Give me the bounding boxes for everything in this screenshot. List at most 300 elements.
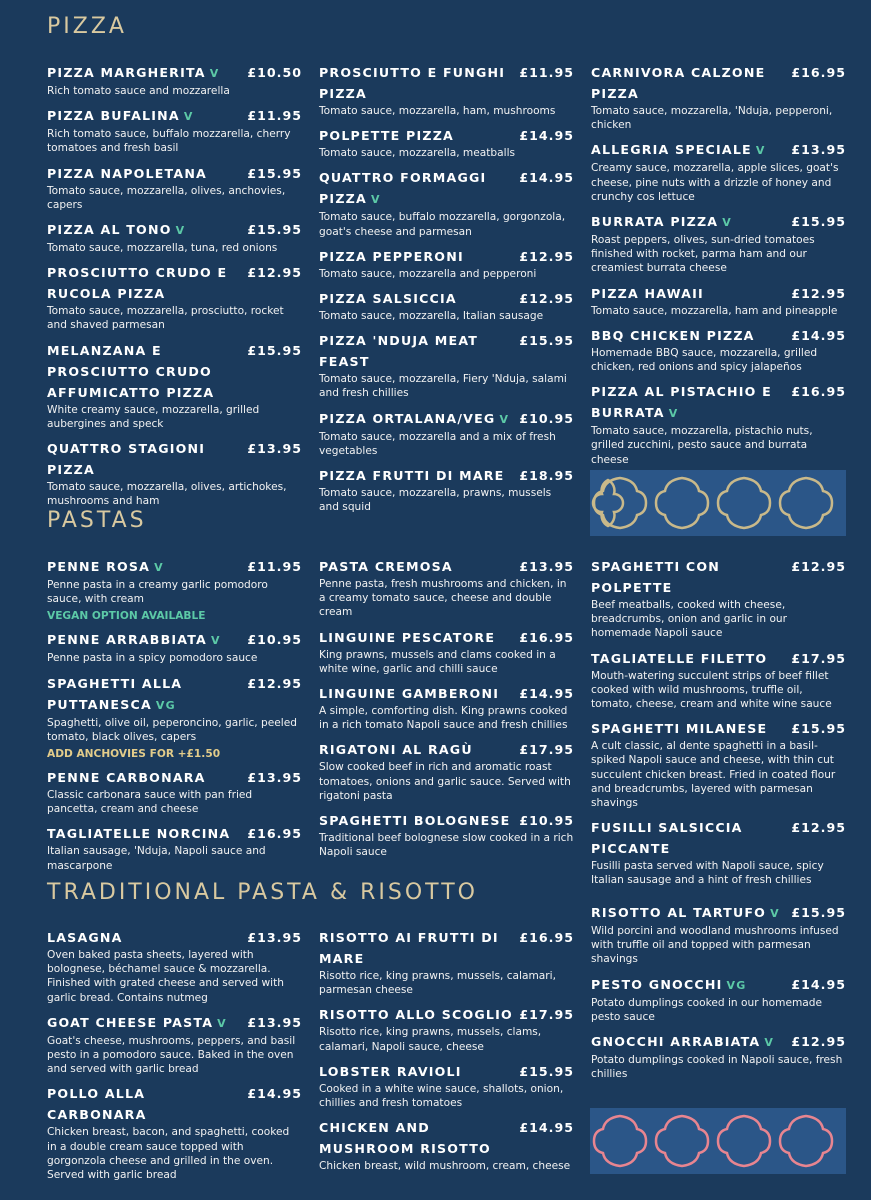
menu-item bbox=[591, 817, 846, 887]
menu-item bbox=[591, 211, 846, 276]
menu-item-title: PIZZA PEPPERONI bbox=[319, 248, 464, 264]
traditional-column-3 bbox=[591, 902, 846, 1088]
menu-item-name bbox=[319, 246, 464, 267]
menu-item-name bbox=[47, 927, 123, 948]
menu-item-title: CHICKEN AND MUSHROOM RISOTTO bbox=[319, 1120, 491, 1157]
menu-item-price: £12.95 bbox=[791, 559, 846, 574]
menu-item-title: FUSILLI SALSICCIA PICCANTE bbox=[591, 820, 743, 857]
menu-item-name bbox=[591, 381, 786, 424]
menu-item-price: £15.95 bbox=[791, 721, 846, 737]
menu-item-price: £10.95 bbox=[247, 632, 302, 648]
pizza-column-3 bbox=[591, 62, 846, 474]
pizza-column-1 bbox=[47, 62, 302, 515]
menu-item-description: Chicken breast, bacon, and spaghetti, cooked in a double cream sauce topped with gorgonzola cheese and grilled in the oven. Served with garlic bread bbox=[47, 1126, 290, 1182]
menu-item-price: £10.95 bbox=[519, 410, 574, 426]
menu-item-header bbox=[319, 1061, 574, 1082]
menu-item-price: £12.95 bbox=[247, 675, 302, 691]
dietary-tag: V bbox=[722, 216, 732, 230]
pastas-column-1 bbox=[47, 556, 302, 880]
menu-item-price: £16.95 bbox=[519, 930, 574, 945]
dietary-tag: V bbox=[175, 224, 186, 238]
menu-item bbox=[591, 283, 846, 318]
menu-item-name bbox=[319, 739, 473, 760]
menu-item-header bbox=[47, 219, 302, 241]
menu-item-title: LASAGNA bbox=[47, 930, 123, 945]
menu-item-description: White creamy sauce, mozzarella, grilled aubergines and speck bbox=[47, 403, 260, 430]
menu-item-name bbox=[591, 325, 755, 346]
menu-item bbox=[47, 163, 302, 212]
menu-item bbox=[591, 718, 846, 810]
menu-item-price: £16.95 bbox=[791, 65, 846, 80]
menu-item-description: Penne pasta, fresh mushrooms and chicken, in a creamy tomato sauce, cheese and double cream bbox=[319, 578, 567, 619]
menu-item-header bbox=[591, 211, 846, 233]
menu-item-description: Tomato sauce, mozzarella and pepperoni bbox=[319, 267, 537, 280]
menu-item-price: £17.95 bbox=[519, 1007, 574, 1023]
menu-item-name bbox=[319, 1004, 513, 1025]
menu-item-header bbox=[47, 927, 302, 948]
menu-item-header bbox=[47, 1083, 302, 1125]
menu-item-header bbox=[591, 381, 846, 424]
menu-item-name bbox=[47, 1012, 227, 1034]
menu-item bbox=[591, 62, 846, 132]
menu-item-price: £14.95 bbox=[519, 686, 574, 702]
menu-item-header bbox=[47, 629, 302, 651]
menu-item-price: £15.95 bbox=[519, 333, 574, 349]
menu-item-title: QUATTRO FORMAGGI PIZZA bbox=[319, 170, 487, 207]
menu-item-description: Oven baked pasta sheets, layered with bolognese, béchamel sauce & mozzarella. Finished with grated cheese and served with garlic bread. Contains nutmeg bbox=[47, 949, 284, 1004]
decorative-tile-pattern-bottom bbox=[590, 1108, 846, 1174]
menu-item bbox=[591, 902, 846, 967]
menu-item bbox=[47, 823, 302, 872]
dietary-tag: V bbox=[154, 561, 164, 574]
menu-item-header bbox=[319, 683, 574, 704]
menu-item bbox=[319, 465, 574, 514]
menu-item-name bbox=[319, 167, 514, 210]
menu-item-header bbox=[47, 340, 302, 403]
menu-item bbox=[319, 246, 574, 281]
menu-item-header bbox=[47, 105, 302, 127]
menu-item-title: ALLEGRIA SPECIALE bbox=[591, 142, 752, 158]
menu-item-price: £14.95 bbox=[247, 1086, 302, 1102]
menu-item-title: BBQ CHICKEN PIZZA bbox=[591, 327, 755, 343]
menu-item bbox=[591, 556, 846, 641]
menu-item-description: Italian sausage, 'Nduja, Napoli sauce and mascarpone bbox=[47, 845, 266, 872]
menu-item-title: POLPETTE PIZZA bbox=[319, 128, 454, 144]
menu-item-name bbox=[319, 1117, 514, 1159]
menu-item-name bbox=[319, 125, 454, 146]
menu-item-name bbox=[319, 810, 510, 831]
menu-item-description: Wild porcini and woodland mushrooms infused with truffle oil and topped with parmesan shavings bbox=[591, 925, 839, 966]
menu-item-title: TAGLIATELLE FILETTO bbox=[591, 650, 768, 666]
menu-item-title: TAGLIATELLE NORCINA bbox=[47, 826, 231, 842]
menu-item bbox=[319, 1004, 574, 1053]
dietary-tag: VG bbox=[155, 698, 176, 712]
menu-item-description: Tomato sauce, mozzarella, prawns, mussels and squid bbox=[319, 487, 552, 514]
dietary-tag: VG bbox=[726, 978, 747, 992]
menu-item-title: RIGATONI AL RAGÙ bbox=[319, 742, 473, 758]
menu-item bbox=[47, 262, 302, 332]
menu-item-header bbox=[319, 810, 574, 831]
menu-item-name bbox=[591, 62, 786, 104]
menu-item bbox=[319, 288, 574, 323]
menu-item-header bbox=[319, 739, 574, 760]
menu-item-description: Cooked in a white wine sauce, shallots, onion, chillies and fresh tomatoes bbox=[319, 1082, 564, 1110]
menu-item-header bbox=[319, 1117, 574, 1159]
menu-item-name bbox=[591, 211, 732, 233]
menu-item-name bbox=[47, 767, 206, 788]
menu-item-title: LINGUINE GAMBERONI bbox=[319, 686, 500, 702]
menu-item-name bbox=[591, 283, 704, 304]
menu-item-description: Classic carbonara sauce with pan fried pancetta, cream and cheese bbox=[47, 789, 253, 816]
menu-item-name bbox=[319, 1061, 462, 1082]
menu-item-description: Mouth-watering succulent strips of beef fillet cooked with wild mushrooms, truffle oil, tomato, cheese, cream and white wine sauce bbox=[591, 669, 832, 711]
menu-item-title: GNOCCHI ARRABIATA bbox=[591, 1034, 761, 1050]
menu-item-name bbox=[319, 465, 504, 486]
menu-item-price: £15.95 bbox=[791, 905, 846, 920]
menu-item bbox=[47, 629, 302, 665]
menu-item-description: Goat's cheese, mushrooms, peppers, and basil pesto in a pomodoro sauce. Baked in the oven and served with garlic bread bbox=[47, 1034, 296, 1076]
menu-item-note: ADD ANCHOVIES FOR +£1.50 bbox=[47, 748, 221, 761]
menu-item-name bbox=[319, 62, 514, 104]
menu-item-description: Tomato sauce, buffalo mozzarella, gorgonzola, goat's cheese and parmesan bbox=[319, 211, 566, 238]
menu-item-title: QUATTRO STAGIONI PIZZA bbox=[47, 441, 206, 478]
menu-item-price: £14.95 bbox=[791, 976, 846, 992]
menu-item-header bbox=[319, 246, 574, 267]
menu-item-header bbox=[47, 163, 302, 184]
menu-item-title: PIZZA NAPOLETANA bbox=[47, 165, 208, 181]
menu-item-name bbox=[47, 62, 219, 84]
menu-item bbox=[47, 62, 302, 98]
menu-item bbox=[47, 556, 302, 622]
menu-item-title: RISOTTO AL TARTUFO bbox=[591, 905, 767, 920]
menu-item-name bbox=[47, 556, 164, 578]
menu-item-description: Traditional beef bolognese slow cooked in a rich Napoli sauce bbox=[319, 832, 574, 859]
menu-item bbox=[591, 974, 846, 1024]
menu-item-title: PIZZA HAWAII bbox=[591, 285, 704, 301]
menu-item-title: RISOTTO ALLO SCOGLIO bbox=[319, 1007, 513, 1023]
menu-item-description: Chicken breast, wild mushroom, cream, cheese bbox=[319, 1160, 571, 1173]
section-title-pizza: PIZZA bbox=[47, 14, 127, 39]
menu-item bbox=[319, 556, 574, 620]
menu-item-price: £10.95 bbox=[519, 813, 574, 829]
menu-item-description: Tomato sauce, mozzarella, tuna, red onions bbox=[47, 242, 278, 255]
menu-item bbox=[319, 1061, 574, 1110]
menu-item-price: £12.95 bbox=[791, 285, 846, 301]
menu-item-title: RISOTTO AI FRUTTI DI MARE bbox=[319, 930, 499, 966]
menu-item-header bbox=[591, 325, 846, 346]
menu-item-description: Homemade BBQ sauce, mozzarella, grilled chicken, red onions and spicy jalapeños bbox=[591, 346, 818, 374]
dietary-tag: V bbox=[668, 407, 679, 421]
menu-item-price: £10.50 bbox=[247, 65, 302, 80]
menu-item-title: GOAT CHEESE PASTA bbox=[47, 1014, 214, 1030]
menu-item-name bbox=[47, 219, 185, 241]
menu-item-title: PIZZA SALSICCIA bbox=[319, 291, 457, 307]
menu-item bbox=[47, 219, 302, 255]
menu-item-header bbox=[319, 330, 574, 372]
menu-item bbox=[319, 1117, 574, 1173]
menu-item-price: £12.95 bbox=[791, 1034, 846, 1050]
menu-item-price: £12.95 bbox=[519, 291, 574, 307]
menu-item-price: £16.95 bbox=[519, 629, 574, 645]
menu-item-name bbox=[47, 438, 242, 480]
menu-item bbox=[591, 381, 846, 467]
menu-item-header bbox=[319, 1004, 574, 1025]
menu-item bbox=[319, 683, 574, 732]
menu-item-description: Tomato sauce, mozzarella and a mix of fresh vegetables bbox=[319, 430, 556, 457]
dietary-tag: V bbox=[217, 1016, 227, 1030]
menu-item-title: SPAGHETTI ALLA PUTTANESCA bbox=[47, 675, 183, 712]
menu-item-title: BURRATA PIZZA bbox=[591, 214, 719, 230]
menu-item-name bbox=[591, 1031, 774, 1053]
menu-item-price: £13.95 bbox=[791, 142, 846, 158]
menu-item-name bbox=[319, 627, 495, 648]
pastas-column-3 bbox=[591, 556, 846, 895]
menu-item-description: A simple, comforting dish. King prawns cooked in a rich tomato Napoli sauce and fresh chillies bbox=[319, 705, 568, 732]
menu-item-price: £17.95 bbox=[519, 742, 574, 758]
menu-item-title: PESTO GNOCCHI bbox=[591, 976, 723, 992]
menu-item-note: VEGAN OPTION AVAILABLE bbox=[47, 610, 206, 623]
menu-item-description: Spaghetti, olive oil, peperoncino, garlic, peeled tomato, black olives, capers bbox=[47, 716, 297, 743]
menu-item-description: Penne pasta in a spicy pomodoro sauce bbox=[47, 652, 258, 665]
menu-item bbox=[319, 62, 574, 118]
menu-item-price: £11.95 bbox=[519, 65, 574, 80]
menu-item-name bbox=[591, 718, 767, 739]
menu-item bbox=[591, 648, 846, 712]
menu-item-title: PIZZA ORTALANA/VEG bbox=[319, 410, 496, 426]
pastas-column-2 bbox=[319, 556, 574, 866]
dietary-tag: V bbox=[755, 144, 766, 158]
menu-item-description: Risotto rice, king prawns, mussels, calamari, parmesan cheese bbox=[319, 970, 556, 997]
menu-item bbox=[47, 340, 302, 431]
menu-item-description: Tomato sauce, mozzarella, ham, mushrooms bbox=[319, 105, 556, 117]
menu-item-header bbox=[47, 438, 302, 480]
menu-item bbox=[319, 927, 574, 997]
menu-item-name bbox=[591, 648, 767, 669]
menu-item-price: £14.95 bbox=[519, 1120, 574, 1136]
menu-item-description: Fusilli pasta served with Napoli sauce, spicy Italian sausage and a hint of fresh chillies bbox=[591, 860, 824, 887]
menu-item-name bbox=[319, 556, 453, 577]
menu-item-header bbox=[591, 718, 846, 739]
dietary-tag: V bbox=[499, 412, 510, 426]
menu-item-description: Tomato sauce, mozzarella, Italian sausage bbox=[319, 310, 544, 323]
menu-item-header bbox=[47, 262, 302, 304]
menu-item-title: PENNE ROSA bbox=[47, 559, 151, 574]
menu-item-price: £13.95 bbox=[519, 559, 574, 574]
traditional-column-2 bbox=[319, 927, 574, 1180]
menu-item bbox=[47, 1083, 302, 1182]
menu-item-header bbox=[591, 139, 846, 161]
menu-item bbox=[319, 330, 574, 400]
pizza-column-2 bbox=[319, 62, 574, 521]
menu-item-name bbox=[319, 330, 514, 372]
menu-item-title: PASTA CREMOSA bbox=[319, 559, 453, 574]
menu-item-header bbox=[47, 767, 302, 788]
menu-item-name bbox=[319, 288, 457, 309]
menu-item bbox=[47, 438, 302, 508]
menu-item-price: £13.95 bbox=[247, 930, 302, 945]
menu-item-description: Potato dumplings cooked in our homemade pesto sauce bbox=[591, 996, 823, 1023]
dietary-tag: V bbox=[183, 110, 194, 124]
menu-item-description: Penne pasta in a creamy garlic pomodoro sauce, with cream bbox=[47, 579, 268, 606]
menu-item-header bbox=[319, 125, 574, 146]
quatrefoil-pattern-icon bbox=[590, 1108, 846, 1174]
menu-item bbox=[47, 927, 302, 1005]
menu-item-header bbox=[319, 167, 574, 210]
menu-item-header bbox=[319, 408, 574, 430]
menu-item-name bbox=[319, 927, 514, 969]
dietary-tag: V bbox=[770, 907, 780, 920]
menu-item-title: POLLO ALLA CARBONARA bbox=[47, 1086, 147, 1123]
menu-item bbox=[319, 810, 574, 859]
dietary-tag: V bbox=[209, 67, 220, 80]
menu-item-header bbox=[319, 288, 574, 309]
menu-item bbox=[591, 325, 846, 374]
menu-item-header bbox=[319, 62, 574, 104]
menu-item-name bbox=[47, 163, 207, 184]
menu-item-header bbox=[591, 902, 846, 924]
dietary-tag: V bbox=[211, 634, 221, 648]
menu-item-description: Rich tomato sauce, buffalo mozzarella, cherry tomatoes and fresh basil bbox=[47, 128, 291, 155]
menu-item-header bbox=[319, 465, 574, 486]
menu-item bbox=[319, 627, 574, 676]
menu-item bbox=[319, 125, 574, 160]
menu-item-header bbox=[47, 1012, 302, 1034]
menu-item-price: £15.95 bbox=[791, 214, 846, 230]
menu-item-price: £15.95 bbox=[247, 342, 302, 358]
menu-item-header bbox=[319, 627, 574, 648]
menu-item-title: PROSCIUTTO CRUDO E RUCOLA PIZZA bbox=[47, 265, 228, 302]
menu-item-description: Slow cooked beef in rich and aromatic roast tomatoes, onions and garlic sauce. Served with rigatoni pasta bbox=[319, 761, 571, 802]
menu-item-price: £14.95 bbox=[519, 170, 574, 186]
menu-item-title: MELANZANA E PROSCIUTTO CRUDO AFFUMICATTO PIZZA bbox=[47, 342, 215, 400]
menu-item-description: Rich tomato sauce and mozzarella bbox=[47, 85, 230, 97]
menu-item bbox=[47, 673, 302, 760]
menu-item-title: SPAGHETTI BOLOGNESE bbox=[319, 813, 511, 829]
section-title-pastas: PASTAS bbox=[47, 508, 147, 533]
menu-item-name bbox=[47, 823, 230, 844]
menu-item-name bbox=[319, 683, 499, 704]
menu-item-description: Tomato sauce, mozzarella, 'Nduja, pepperoni, chicken bbox=[591, 105, 833, 132]
menu-item-header bbox=[591, 817, 846, 859]
menu-item-header bbox=[591, 1031, 846, 1053]
menu-item-name bbox=[47, 629, 221, 651]
menu-item-name bbox=[47, 673, 242, 716]
menu-item-header bbox=[591, 648, 846, 669]
menu-item-header bbox=[591, 974, 846, 996]
menu-item-price: £15.95 bbox=[247, 165, 302, 181]
menu-item-name bbox=[591, 974, 746, 996]
menu-item-title: PIZZA BUFALINA bbox=[47, 108, 180, 124]
section-title-traditional: TRADITIONAL PASTA & RISOTTO bbox=[47, 880, 478, 905]
menu-item bbox=[319, 167, 574, 238]
menu-item-description: Roast peppers, olives, sun-dried tomatoes finished with rocket, parma ham and our creamiest burrata cheese bbox=[591, 234, 815, 275]
menu-item-price: £11.95 bbox=[247, 108, 302, 124]
menu-item-name bbox=[47, 1083, 242, 1125]
menu-item-title: PIZZA AL PISTACHIO E BURRATA bbox=[591, 384, 772, 421]
menu-item-title: LOBSTER RAVIOLI bbox=[319, 1063, 462, 1079]
menu-item-title: PIZZA AL TONO bbox=[47, 222, 172, 238]
menu-item-price: £15.95 bbox=[247, 222, 302, 238]
menu-item-name bbox=[591, 817, 786, 859]
menu-item-name bbox=[47, 105, 194, 127]
menu-item bbox=[47, 767, 302, 816]
menu-item-description: Beef meatballs, cooked with cheese, breadcrumbs, onion and garlic in our homemade Napoli sauce bbox=[591, 599, 787, 640]
menu-item-price: £18.95 bbox=[519, 468, 574, 484]
menu-item-title: SPAGHETTI CON POLPETTE bbox=[591, 559, 720, 595]
quatrefoil-pattern-icon bbox=[590, 470, 846, 536]
menu-item-header bbox=[47, 823, 302, 844]
menu-item bbox=[47, 1012, 302, 1077]
menu-item-price: £14.95 bbox=[791, 327, 846, 343]
menu-item-price: £16.95 bbox=[791, 384, 846, 400]
menu-item-title: PENNE CARBONARA bbox=[47, 770, 206, 786]
menu-item-description: Tomato sauce, mozzarella, olives, artichokes, mushrooms and ham bbox=[47, 481, 287, 508]
menu-item-title: SPAGHETTI MILANESE bbox=[591, 721, 768, 737]
menu-item-title: PIZZA MARGHERITA bbox=[47, 65, 206, 80]
menu-item-description: Tomato sauce, mozzarella, pistachio nuts, grilled zucchini, pesto sauce and burrata cheese bbox=[591, 425, 813, 466]
menu-item-price: £17.95 bbox=[791, 650, 846, 666]
menu-item-name bbox=[591, 556, 786, 598]
menu-item-price: £13.95 bbox=[247, 1014, 302, 1030]
menu-item-price: £13.95 bbox=[247, 770, 302, 786]
menu-item-description: Tomato sauce, mozzarella, olives, anchovies, capers bbox=[47, 184, 286, 211]
menu-item-header bbox=[47, 556, 302, 578]
menu-item-price: £12.95 bbox=[247, 265, 302, 281]
menu-item-title: LINGUINE PESCATORE bbox=[319, 629, 496, 645]
menu-item-description: Tomato sauce, mozzarella, Fiery 'Nduja, salami and fresh chillies bbox=[319, 373, 567, 400]
menu-item-header bbox=[319, 556, 574, 577]
dietary-tag: V bbox=[764, 1036, 775, 1050]
menu-item bbox=[591, 139, 846, 204]
menu-item-description: Tomato sauce, mozzarella, meatballs bbox=[319, 147, 516, 160]
menu-item bbox=[319, 739, 574, 803]
menu-item-header bbox=[47, 673, 302, 716]
dietary-tag: V bbox=[370, 193, 381, 207]
traditional-column-1 bbox=[47, 927, 302, 1189]
menu-item-header bbox=[47, 62, 302, 84]
menu-item-header bbox=[591, 62, 846, 104]
menu-item bbox=[47, 105, 302, 155]
menu-item-price: £12.95 bbox=[791, 820, 846, 836]
menu-item-title: PIZZA 'NDUJA MEAT FEAST bbox=[319, 333, 479, 370]
menu-item-name bbox=[47, 340, 242, 403]
menu-item bbox=[319, 408, 574, 458]
menu-item-price: £14.95 bbox=[519, 128, 574, 144]
menu-item-title: CARNIVORA CALZONE PIZZA bbox=[591, 65, 766, 101]
menu-item-title: PIZZA FRUTTI DI MARE bbox=[319, 468, 505, 484]
menu-item-name bbox=[591, 139, 766, 161]
menu-item-header bbox=[319, 927, 574, 969]
menu-item-price: £11.95 bbox=[247, 559, 302, 574]
menu-item-description: Risotto rice, king prawns, mussels, clams, calamari, Napoli sauce, cheese bbox=[319, 1026, 542, 1053]
menu-item-price: £13.95 bbox=[247, 441, 302, 457]
decorative-tile-pattern-top bbox=[590, 470, 846, 536]
menu-item-header bbox=[591, 556, 846, 598]
menu-item-header bbox=[591, 283, 846, 304]
menu-item-name bbox=[47, 262, 242, 304]
menu-item-description: Tomato sauce, mozzarella, ham and pineapple bbox=[591, 304, 838, 317]
menu-item-title: PROSCIUTTO E FUNGHI PIZZA bbox=[319, 65, 506, 101]
menu-item-description: Potato dumplings cooked in Napoli sauce, fresh chillies bbox=[591, 1054, 843, 1081]
menu-item bbox=[591, 1031, 846, 1081]
menu-item-price: £15.95 bbox=[519, 1063, 574, 1079]
menu-item-name bbox=[319, 408, 509, 430]
menu-item-price: £16.95 bbox=[247, 826, 302, 842]
menu-item-price: £12.95 bbox=[519, 248, 574, 264]
menu-item-description: King prawns, mussels and clams cooked in a white wine, garlic and chilli sauce bbox=[319, 648, 556, 675]
menu-item-description: Tomato sauce, mozzarella, prosciutto, rocket and shaved parmesan bbox=[47, 305, 284, 332]
menu-item-description: Creamy sauce, mozzarella, apple slices, goat's cheese, pine nuts with a drizzle of honey and crunchy cos lettuce bbox=[591, 162, 839, 203]
